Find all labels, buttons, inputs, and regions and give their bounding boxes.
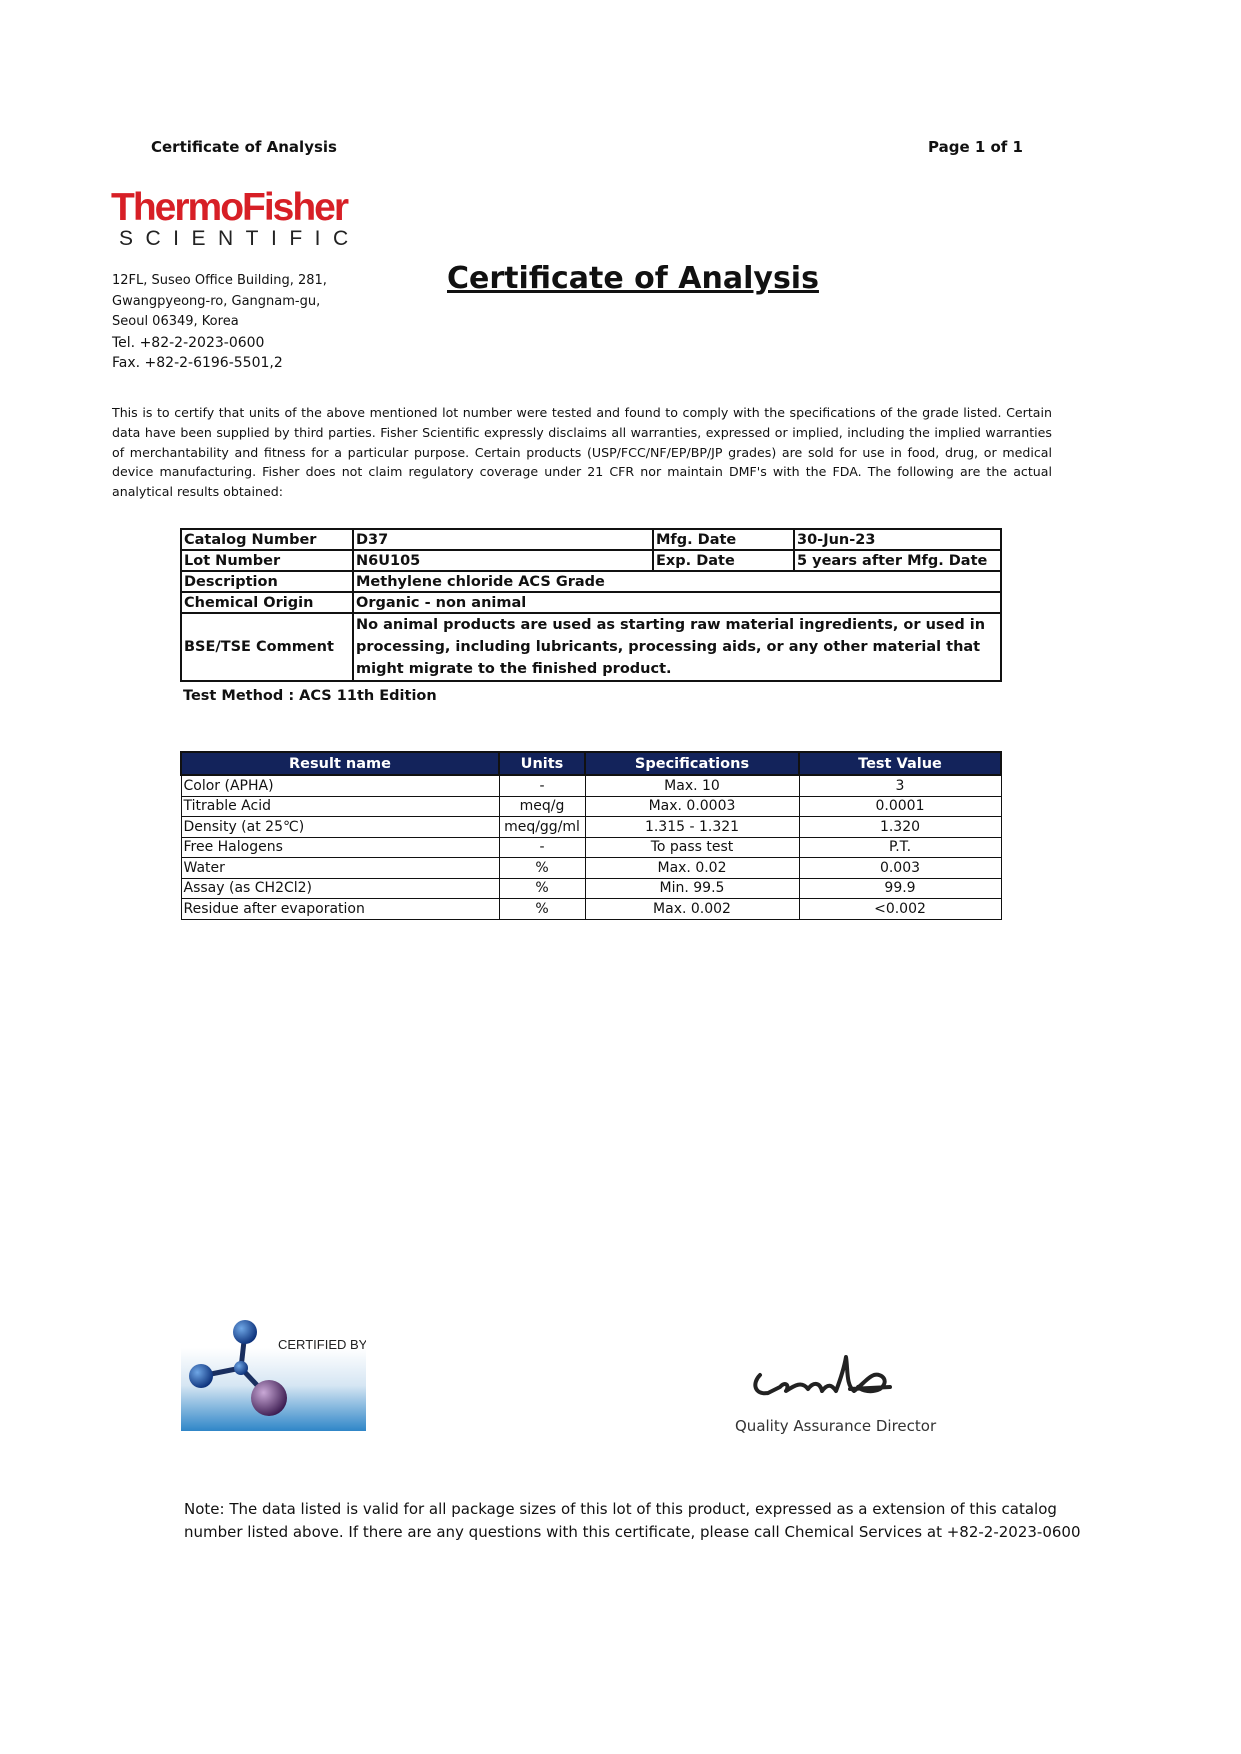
result-units: % bbox=[499, 899, 585, 920]
lot-value: N6U105 bbox=[353, 550, 653, 571]
exp-value: 5 years after Mfg. Date bbox=[794, 550, 1001, 571]
result-value: <0.002 bbox=[799, 899, 1001, 920]
certification-statement: This is to certify that units of the above mentioned lot number were tested and found to comply with the specifications of the grade listed. Certain data have been supplied by third parties. Fisher Scientific expressly disclaims all warranties, expressed or implied, including the implied warranties of merchantability and fitness for a particular purpose. Certain products (USP/FCC/NF/EP/BP/JP grades) are sold for use in food, drug, or medical device manufacturing. Fisher does not claim regulatory coverage under 21 CFR nor maintain DMF's with the FDA. The following are the actual analytical results obtained: bbox=[112, 405, 1052, 500]
result-name: Assay (as CH2Cl2) bbox=[181, 878, 499, 899]
result-units: meq/g bbox=[499, 796, 585, 817]
table-row bbox=[181, 878, 1001, 899]
table-row bbox=[181, 899, 1001, 920]
result-spec: Max. 0.002 bbox=[585, 899, 799, 920]
result-value: P.T. bbox=[799, 837, 1001, 858]
description-value: Methylene chloride ACS Grade bbox=[353, 571, 1001, 592]
result-spec: To pass test bbox=[585, 837, 799, 858]
column-header: Test Value bbox=[799, 752, 1001, 775]
mfg-label: Mfg. Date bbox=[653, 529, 794, 550]
bse-label: BSE/TSE Comment bbox=[181, 613, 353, 681]
table-row bbox=[181, 837, 1001, 858]
result-units: % bbox=[499, 878, 585, 899]
origin-value: Organic - non animal bbox=[353, 592, 1001, 613]
table-row bbox=[181, 613, 1001, 681]
table-row bbox=[181, 796, 1001, 817]
result-value: 3 bbox=[799, 775, 1001, 796]
table-row bbox=[181, 858, 1001, 879]
result-name: Color (APHA) bbox=[181, 775, 499, 796]
result-name: Residue after evaporation bbox=[181, 899, 499, 920]
result-value: 0.003 bbox=[799, 858, 1001, 879]
table-header-row bbox=[181, 752, 1001, 775]
result-value: 1.320 bbox=[799, 817, 1001, 838]
result-name: Free Halogens bbox=[181, 837, 499, 858]
company-logo-wordmark: ThermoFisher bbox=[111, 186, 348, 229]
bse-value: No animal products are used as starting raw material ingredients, or used in processing, including lubricants, processing aids, or any other material that might migrate to the finished product. bbox=[353, 613, 1001, 681]
result-spec: Max. 0.0003 bbox=[585, 796, 799, 817]
molecule-icon bbox=[181, 1318, 366, 1431]
signature-title: Quality Assurance Director bbox=[735, 1417, 937, 1435]
result-units: - bbox=[499, 775, 585, 796]
table-row bbox=[181, 529, 1001, 550]
result-name: Water bbox=[181, 858, 499, 879]
address-line: Gwangpyeong-ro, Gangnam-gu, bbox=[112, 293, 321, 309]
certified-by-text: CERTIFIED BY bbox=[278, 1337, 366, 1352]
result-spec: Max. 10 bbox=[585, 775, 799, 796]
table-row bbox=[181, 775, 1001, 796]
column-header: Units bbox=[499, 752, 585, 775]
column-header: Specifications bbox=[585, 752, 799, 775]
table-row bbox=[181, 550, 1001, 571]
address-line: 12FL, Suseo Office Building, 281, bbox=[112, 273, 327, 288]
result-name: Titrable Acid bbox=[181, 796, 499, 817]
company-tel: Tel. +82-2-2023-0600 bbox=[112, 334, 265, 351]
header-doc-label: Certificate of Analysis bbox=[151, 138, 337, 156]
origin-label: Chemical Origin bbox=[181, 592, 353, 613]
catalog-value: D37 bbox=[353, 529, 653, 550]
results-table bbox=[180, 751, 1002, 920]
exp-label: Exp. Date bbox=[653, 550, 794, 571]
signature-icon bbox=[750, 1345, 920, 1405]
lot-label: Lot Number bbox=[181, 550, 353, 571]
result-name: Density (at 25℃) bbox=[181, 817, 499, 838]
table-row bbox=[181, 592, 1001, 613]
column-header: Result name bbox=[181, 752, 499, 775]
result-units: - bbox=[499, 837, 585, 858]
test-method: Test Method : ACS 11th Edition bbox=[183, 688, 437, 704]
address-line: Seoul 06349, Korea bbox=[112, 314, 239, 329]
table-row bbox=[181, 571, 1001, 592]
result-spec: 1.315 - 1.321 bbox=[585, 817, 799, 838]
result-value: 0.0001 bbox=[799, 796, 1001, 817]
company-logo-subtitle: SCIENTIFIC bbox=[119, 227, 361, 250]
catalog-label: Catalog Number bbox=[181, 529, 353, 550]
certified-by-logo bbox=[181, 1318, 366, 1431]
result-spec: Min. 99.5 bbox=[585, 878, 799, 899]
footer-note: Note: The data listed is valid for all package sizes of this lot of this product, expressed as a extension of this catalog number listed above. If there are any questions with this certificate, please call Chemical Services at +82-2-2023-0600 bbox=[184, 1500, 1081, 1541]
description-label: Description bbox=[181, 571, 353, 592]
result-spec: Max. 0.02 bbox=[585, 858, 799, 879]
product-info-table bbox=[180, 528, 1002, 682]
company-address bbox=[112, 271, 327, 374]
signature bbox=[750, 1345, 920, 1409]
company-fax: Fax. +82-2-6196-5501,2 bbox=[112, 355, 283, 371]
page-title: Certificate of Analysis bbox=[447, 261, 819, 296]
mfg-value: 30-Jun-23 bbox=[794, 529, 1001, 550]
result-value: 99.9 bbox=[799, 878, 1001, 899]
result-units: meq/gg/ml bbox=[499, 817, 585, 838]
result-units: % bbox=[499, 858, 585, 879]
table-row bbox=[181, 817, 1001, 838]
page-number: Page 1 of 1 bbox=[928, 138, 1023, 156]
